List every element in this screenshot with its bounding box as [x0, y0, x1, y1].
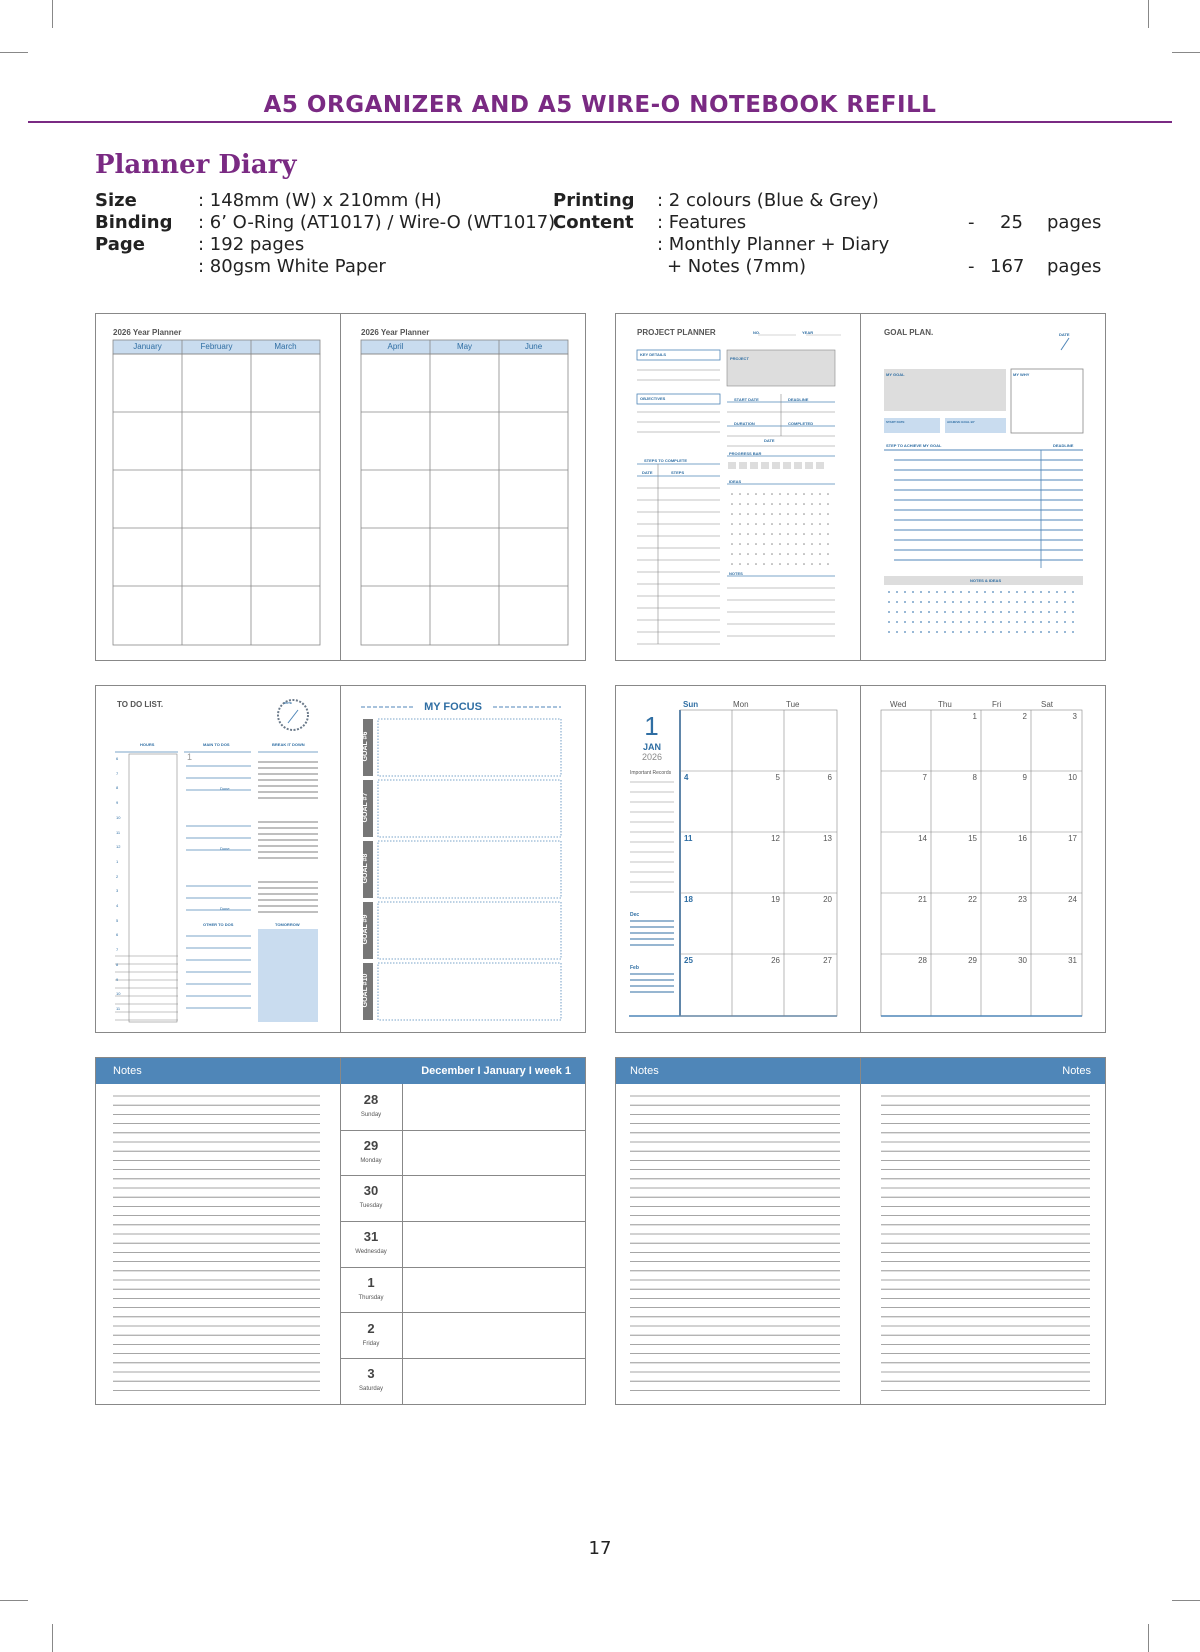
done-label: Done — [220, 786, 230, 791]
todo-date-label: DATE — [284, 701, 292, 705]
year-planner-spread — [95, 313, 586, 661]
goal-date-label: DATE — [1059, 332, 1070, 337]
week-days — [341, 1084, 585, 1404]
break-it-down-label: BREAK IT DOWN — [272, 742, 305, 747]
calendar-date: 16 — [1018, 834, 1027, 843]
done-label: Done — [220, 846, 230, 851]
notes-count: 167 — [990, 256, 1025, 277]
spec-content-value-monthly: : Monthly Planner + Diary — [657, 234, 890, 255]
week-day-number: 29 — [363, 1137, 379, 1153]
day-header: Sat — [1041, 700, 1054, 709]
notes-unit: pages — [1047, 256, 1102, 277]
calendar-date: 27 — [823, 956, 832, 965]
todo-first-number: 1 — [187, 752, 193, 762]
calendar-date: 18 — [684, 895, 693, 904]
year-label: 2026 — [641, 752, 663, 762]
calendar-date: 25 — [684, 956, 693, 965]
calendar-date: 9 — [1022, 773, 1027, 782]
notes-spread — [615, 1057, 1106, 1405]
key-details-label: KEY DETAILS — [640, 352, 667, 357]
calendar-date: 29 — [968, 956, 977, 965]
month-header: June — [524, 342, 543, 351]
project-planner-form — [616, 314, 860, 660]
hour-label: 10 — [116, 991, 121, 997]
spec-printing-label: Printing — [553, 190, 635, 211]
crop-mark — [0, 52, 28, 53]
monthly-right-grid — [861, 686, 1105, 1032]
calendar-date: 11 — [684, 834, 693, 843]
objectives-label: OBJECTIVES — [640, 396, 666, 401]
project-goal-spread — [615, 313, 1106, 661]
hour-label: 9 — [116, 800, 119, 806]
calendar-date: 2 — [1022, 712, 1027, 721]
calendar-date: 6 — [827, 773, 832, 782]
calendar-date: 13 — [823, 834, 832, 843]
calendar-date: 5 — [775, 773, 780, 782]
calendar-date: 1 — [972, 712, 977, 721]
month-header: April — [387, 342, 404, 351]
goal-deadline-label: DEADLINE — [1053, 443, 1074, 448]
features-count: 25 — [1000, 212, 1023, 233]
calendar-date: 31 — [1068, 956, 1077, 965]
day-header: Tue — [786, 700, 800, 709]
calendar-date: 10 — [1068, 773, 1077, 782]
big-day-number: 1 — [644, 711, 659, 741]
calendar-date: 7 — [922, 773, 927, 782]
mini-cal-feb-label: Feb — [630, 965, 639, 971]
week-day-number: 2 — [367, 1320, 375, 1336]
notes-ruled-lines — [861, 1084, 1105, 1404]
day-header: Sun — [683, 700, 699, 709]
calendar-date: 28 — [918, 956, 927, 965]
calendar-date: 12 — [771, 834, 780, 843]
crop-mark — [0, 1600, 28, 1601]
done-label: Done — [220, 906, 230, 911]
section-title: Planner Diary — [95, 150, 297, 180]
notes-dash: - — [968, 256, 975, 277]
crop-mark — [52, 1624, 53, 1652]
week-header-bar — [341, 1058, 585, 1084]
calendar-date: 22 — [968, 895, 977, 904]
notes-ideas-label: NOTES & IDEAS — [970, 578, 1002, 583]
calendar-date: 17 — [1068, 834, 1077, 843]
calendar-date: 15 — [968, 834, 977, 843]
monthly-calendar-spread — [615, 685, 1106, 1033]
my-goal-label: MY GOAL — [886, 372, 905, 377]
goal-plan-form — [861, 314, 1105, 660]
notes-right-header-bar — [861, 1058, 1105, 1084]
hour-label: 4 — [116, 903, 119, 908]
hour-label: 10 — [116, 814, 121, 820]
calendar-date: 19 — [771, 895, 780, 904]
goal-start-date-label: START DATE — [886, 420, 905, 424]
spec-binding-label: Binding — [95, 212, 173, 233]
focus-form — [341, 686, 585, 1032]
month-name: JAN — [642, 742, 661, 752]
crop-mark — [1148, 1624, 1149, 1652]
week-day-number: 28 — [363, 1092, 379, 1107]
hour-label: 5 — [116, 917, 119, 923]
steps-col: STEPS — [671, 470, 685, 475]
notes-left-label: Notes — [630, 1065, 659, 1077]
week-day-number: 3 — [367, 1366, 375, 1382]
week-day-row — [341, 1175, 585, 1222]
month-header: February — [200, 342, 233, 351]
calendar-date: 4 — [684, 773, 689, 782]
hour-label: 1 — [116, 858, 119, 864]
calendar-date: 26 — [771, 956, 780, 965]
hour-label: 6 — [116, 932, 119, 938]
spec-page-value: : 192 pages — [198, 234, 305, 255]
hour-label: 7 — [116, 947, 119, 953]
date-label: DATE — [764, 438, 775, 443]
todo-title: TO DO LIST. — [117, 700, 164, 709]
tomorrow-label: TOMORROW — [275, 922, 300, 927]
week-day-name: Sunday — [360, 1112, 382, 1118]
week-day-name: Wednesday — [355, 1249, 387, 1256]
crop-mark — [1172, 52, 1200, 53]
page-header-title: A5 ORGANIZER AND A5 WIRE-O NOTEBOOK REFILL — [263, 92, 937, 118]
day-header: Thu — [938, 700, 952, 709]
week-day-name: Tuesday — [359, 1203, 383, 1210]
main-todos-label: MAIN TO DOS — [203, 742, 230, 747]
project-year-label: YEAR — [802, 330, 814, 335]
completed-label: COMPLETED — [788, 421, 814, 426]
week-day-row — [341, 1130, 585, 1177]
steps-to-complete-label: STEPS TO COMPLETE — [644, 458, 688, 463]
mini-cal-dec-label: Dec — [630, 912, 640, 918]
goal-label: GOAL #10 — [362, 973, 369, 1008]
hour-label: 3 — [116, 888, 119, 894]
hours-label: HOURS — [140, 742, 155, 747]
week-header-label: December I January I week 1 — [421, 1065, 571, 1077]
progress-bar-label: PROGRESS BAR — [729, 451, 762, 456]
todo-form — [96, 686, 340, 1032]
calendar-date: 24 — [1068, 895, 1077, 904]
goal-plan-title: GOAL PLAN. — [884, 328, 934, 337]
week-day-name: Monday — [360, 1157, 382, 1164]
spec-content-label: Content — [553, 212, 634, 233]
week-day-row — [341, 1267, 585, 1314]
notes-ruled-lines — [96, 1084, 340, 1404]
features-unit: pages — [1047, 212, 1102, 233]
week-day-name: Thursday — [358, 1294, 384, 1301]
day-header: Mon — [733, 700, 749, 709]
spec-paper-value: : 80gsm White Paper — [198, 256, 386, 277]
page-number: 17 — [588, 1538, 612, 1559]
notes-left-header-bar — [616, 1058, 860, 1084]
week-day-row — [341, 1084, 585, 1131]
week-day-number: 1 — [367, 1274, 375, 1290]
hour-label: 9 — [116, 976, 119, 982]
goal-label: GOAL #8 — [362, 853, 369, 884]
day-header: Fri — [992, 700, 1002, 709]
project-no-label: NO. — [753, 330, 761, 335]
year-planner-grid — [96, 314, 585, 660]
goal-label: GOAL #9 — [362, 914, 369, 945]
deadline-label: DEADLINE — [788, 397, 809, 402]
project-label: PROJECT — [730, 356, 749, 361]
start-date-label: START DATE — [734, 397, 759, 402]
crop-mark — [52, 0, 53, 28]
todo-focus-spread — [95, 685, 586, 1033]
hour-label: 11 — [116, 829, 121, 835]
hour-label: 2 — [116, 873, 119, 879]
notes-header-bar — [96, 1058, 340, 1084]
hour-label: 11 — [116, 1005, 121, 1011]
month-header: January — [133, 342, 162, 351]
calendar-date: 14 — [918, 834, 927, 843]
important-records-label: Important Records — [630, 770, 672, 776]
week-day-row — [341, 1358, 585, 1405]
spec-content-value-features: : Features — [657, 212, 747, 233]
week-day-number: 30 — [363, 1183, 379, 1199]
spec-printing-value: : 2 colours (Blue & Grey) — [657, 190, 879, 211]
month-header: May — [456, 342, 473, 351]
ideas-label: IDEAS — [729, 479, 742, 484]
year-planner-title: 2026 Year Planner — [361, 328, 430, 337]
calendar-date: 20 — [823, 895, 832, 904]
week-day-name: Friday — [362, 1340, 380, 1347]
week-day-number: 31 — [363, 1229, 379, 1245]
goal-label: GOAL #7 — [362, 792, 369, 823]
other-todos-label: OTHER TO DOS — [203, 922, 234, 927]
day-header: Wed — [890, 700, 907, 709]
spec-content-value-notes: + Notes (7mm) — [667, 256, 807, 277]
my-why-label: MY WHY — [1013, 372, 1030, 377]
achieve-by-label: ACHIEVE GOAL BY — [947, 420, 975, 424]
project-planner-title: PROJECT PLANNER — [637, 328, 716, 337]
week-day-name: Saturday — [358, 1386, 383, 1393]
hour-label: 8 — [116, 961, 119, 967]
calendar-date: 30 — [1018, 956, 1027, 965]
calendar-date: 8 — [972, 773, 977, 782]
goal-label: GOAL #6 — [362, 731, 369, 762]
features-dash: - — [968, 212, 975, 233]
hour-label: 12 — [116, 844, 121, 850]
crop-mark — [1148, 0, 1149, 28]
hour-label: 8 — [116, 785, 119, 791]
spec-size-label: Size — [95, 190, 137, 211]
project-notes-label: NOTES — [729, 571, 743, 576]
header-rule — [28, 121, 1172, 123]
year-planner-title: 2026 Year Planner — [113, 328, 182, 337]
spec-size-value: : 148mm (W) x 210mm (H) — [198, 190, 442, 211]
week-day-row — [341, 1313, 585, 1360]
notes-header-label: Notes — [113, 1065, 142, 1077]
my-focus-title: MY FOCUS — [424, 701, 482, 713]
spec-page-label: Page — [95, 234, 145, 255]
monthly-left-grid — [616, 686, 860, 1032]
spec-binding-value: : 6’ O-Ring (AT1017) / Wire-O (WT1017) — [198, 212, 556, 233]
steps-to-achieve-label: STEP TO ACHIEVE MY GOAL — [886, 443, 942, 448]
calendar-date: 23 — [1018, 895, 1027, 904]
month-header: March — [274, 342, 297, 351]
hour-label: 6 — [116, 756, 119, 761]
crop-mark — [1172, 1600, 1200, 1601]
notes-ruled-lines — [616, 1084, 860, 1404]
duration-label: DURATION — [734, 421, 755, 426]
calendar-date: 21 — [918, 895, 927, 904]
notes-right-label: Notes — [1062, 1065, 1091, 1077]
hour-label: 7 — [116, 770, 119, 776]
steps-date-col: DATE — [642, 470, 653, 475]
weekly-diary-spread — [95, 1057, 586, 1405]
calendar-date: 3 — [1072, 712, 1077, 721]
week-day-row — [341, 1221, 585, 1268]
